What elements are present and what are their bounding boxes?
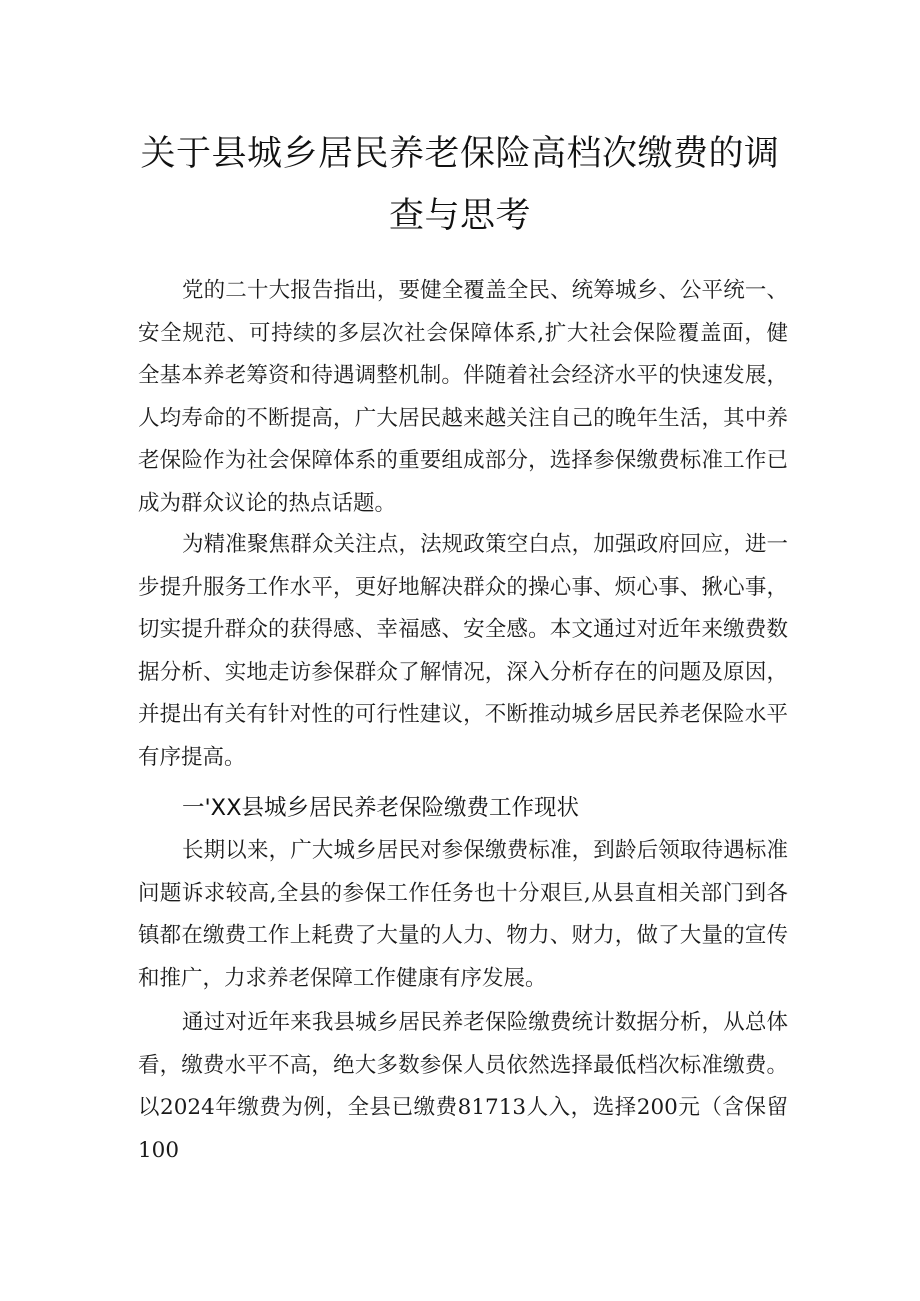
paragraph-analysis: 通过对近年来我县城乡居民养老保险缴费统计数据分析，从总体看，缴费水平不高，绝大多数参保人员依然选择最低档次标准缴费。以2024年缴费为例，全县已缴费81713人入，选择200元（含保留100 [138, 1010, 788, 1163]
section-heading: 一'XX县城乡居民养老保险缴费工作现状 [182, 795, 580, 821]
document-title-line-2: 查与思考 [388, 196, 531, 236]
paragraph-purpose: 为精准聚焦群众关注点，法规政策空白点，加强政府回应，进一步提升服务工作水平，更好地解决群众的操心事、烦心事、揪心事，切实提升群众的获得感、幸福感、安全感。本文通过对近年来缴费数据分析、实地走访参保群众了解情况，深入分析存在的问题及原因，并提出有关有针对性的可行性建议，不断推动城乡居民养老保险水平有序提高。 [138, 532, 788, 770]
paragraph-intro: 党的二十大报告指出，要健全覆盖全民、统筹城乡、公平统一、安全规范、可持续的多层次社会保障体系,扩大社会保险覆盖面，健全基本养老筹资和待遇调整机制。伴随着社会经济水平的快速发展，人均寿命的不断提高，广大居民越来越关注自己的晚年生活，其中养老保险作为社会保障体系的重要组成部分，选择参保缴费标准工作已成为群众议论的热点话题。 [138, 278, 788, 516]
paragraph-status: 长期以来，广大城乡居民对参保缴费标准，到龄后领取待遇标准问题诉求较高,全县的参保工作任务也十分艰巨,从县直相关部门到各镇都在缴费工作上耗费了大量的人力、物力、财力，做了大量的宣传和推广，力求养老保障工作健康有序发展。 [138, 838, 788, 991]
document-title-line-1: 关于县城乡居民养老保险高档次缴费的调 [140, 134, 780, 174]
